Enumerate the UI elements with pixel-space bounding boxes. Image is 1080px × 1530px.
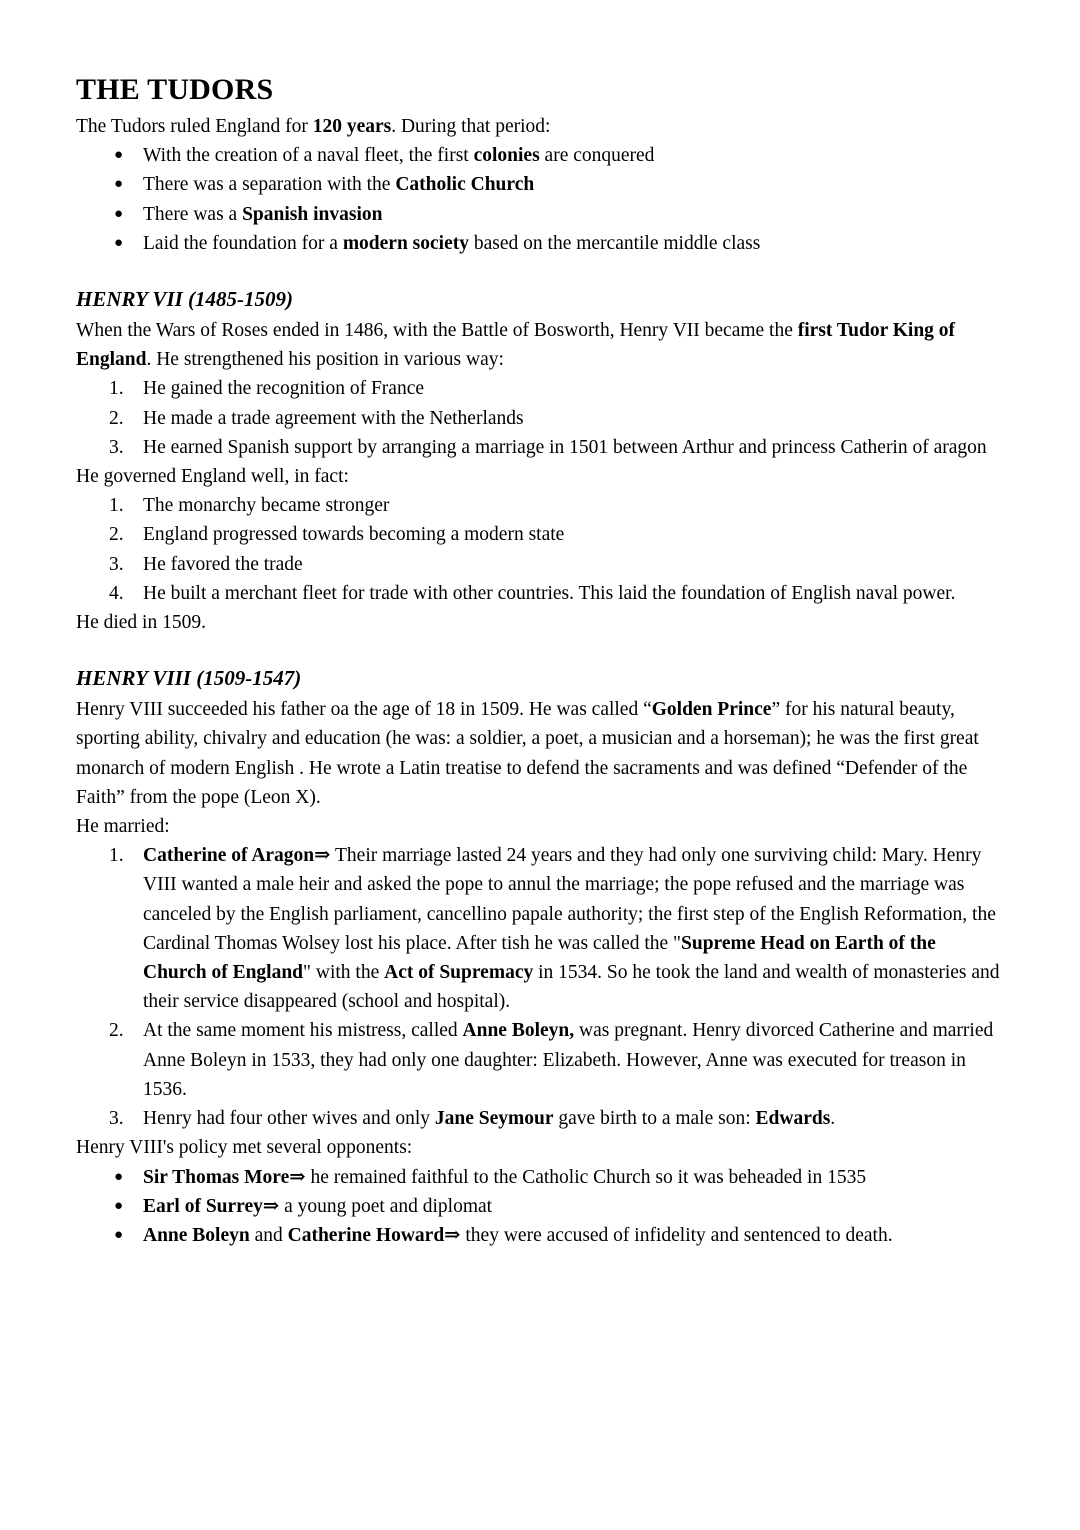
list-item-text: He gained the recognition of France bbox=[143, 378, 425, 400]
opponents-lead-text: Henry VIII's policy met several opponents: bbox=[76, 1137, 413, 1159]
henry-viii-intro-paragraph bbox=[76, 695, 1004, 812]
list-number: 1. bbox=[109, 378, 124, 400]
bullet-icon: ● bbox=[114, 1168, 124, 1185]
bullet-icon: ● bbox=[114, 1197, 124, 1214]
intro-lead-before: The Tudors ruled England for bbox=[76, 116, 313, 137]
list-number: 3. bbox=[109, 553, 124, 575]
henry-viii-marriage-list bbox=[76, 841, 1004, 1133]
list-item bbox=[76, 170, 1004, 199]
list-item-text: He made a trade agreement with the Netherlands bbox=[143, 407, 524, 429]
bullet-text-bold: colonies bbox=[473, 145, 540, 167]
list-item-text: He built a merchant fleet for trade with other countries. This laid the foundation of English naval power. bbox=[143, 582, 956, 604]
marriage-bold-1: Supreme Head on Earth of the Church of England bbox=[143, 932, 936, 984]
marriage-text-2: " with the bbox=[303, 962, 385, 984]
list-item bbox=[76, 229, 1004, 258]
list-item bbox=[76, 200, 1004, 229]
list-item bbox=[76, 1016, 1004, 1104]
opponent-text: they were accused of infidelity and sentenced to death. bbox=[460, 1224, 893, 1246]
list-item bbox=[76, 1192, 1004, 1221]
bullet-icon: ● bbox=[114, 205, 124, 222]
list-item bbox=[76, 1221, 1004, 1250]
bullet-icon: ● bbox=[114, 147, 124, 164]
marriage-bold-lead: Catherine of Aragon bbox=[143, 845, 315, 867]
list-number: 2. bbox=[109, 407, 124, 429]
list-item bbox=[76, 1163, 1004, 1192]
bullet-text-before: There was a bbox=[143, 203, 243, 225]
henry-vii-intro-before: When the Wars of Roses ended in 1486, with the Battle of Bosworth, Henry VII became the bbox=[76, 320, 798, 342]
list-item bbox=[76, 374, 1004, 403]
marriage-text-2: was pregnant. Henry divorced Catherine and married Anne Boleyn in 1533, they had only one daughter: Elizabeth. However, Anne was executed for treason in 1536. bbox=[143, 1020, 994, 1100]
intro-bullet-list bbox=[76, 141, 1004, 258]
list-item-text: England progressed towards becoming a modern state bbox=[143, 524, 565, 546]
marriage-text-2: gave birth to a male son: bbox=[553, 1108, 756, 1130]
bullet-text-after: based on the mercantile middle class bbox=[469, 232, 761, 254]
list-item bbox=[76, 550, 1004, 579]
double-arrow-icon: ⇒ bbox=[314, 845, 331, 867]
bullet-text-bold: Catholic Church bbox=[395, 174, 535, 196]
bullet-text-before: With the creation of a naval fleet, the first bbox=[143, 145, 474, 167]
list-item bbox=[76, 1104, 1004, 1133]
marriage-text-3: . bbox=[830, 1108, 836, 1130]
list-number: 4. bbox=[109, 582, 124, 604]
bullet-text-before: There was a separation with the bbox=[143, 174, 396, 196]
bullet-text-bold: modern society bbox=[342, 232, 469, 254]
opponent-name-2: Catherine Howard bbox=[287, 1224, 445, 1246]
henry-vii-strength-list bbox=[76, 374, 1004, 462]
marriage-bold-1: Anne Boleyn, bbox=[462, 1020, 575, 1042]
list-item bbox=[76, 404, 1004, 433]
henry-vii-intro-bold: first Tudor King of England bbox=[76, 320, 956, 371]
opponent-mid: and bbox=[249, 1224, 288, 1246]
marriage-text-1: Henry had four other wives and only bbox=[143, 1108, 435, 1130]
marriage-text-1: Their marriage lasted 24 years and they had only one surviving child: Mary. Henry VIII wanted a male heir and asked the pope to annul the marriage; the pope refused and the marriage was canceled by the English parliament, cancellino papale authority; the first step of the English Reformation, the Cardinal Thomas Wolsey lost his place. After tish he was called the " bbox=[143, 845, 996, 954]
married-lead-text: He married: bbox=[76, 816, 170, 838]
list-item bbox=[76, 141, 1004, 170]
marriage-bold-2: Act of Supremacy bbox=[384, 962, 534, 984]
henry-vii-closing: He died in 1509. bbox=[76, 612, 206, 634]
opponent-text: he remained faithful to the Catholic Church so it was beheaded in 1535 bbox=[305, 1166, 867, 1188]
henry-vii-intro-paragraph bbox=[76, 316, 1004, 374]
list-number: 3. bbox=[109, 1108, 124, 1130]
bullet-icon: ● bbox=[114, 1226, 124, 1243]
list-item bbox=[76, 841, 1004, 1016]
bullet-text-after: are conquered bbox=[539, 145, 655, 167]
list-number: 2. bbox=[109, 1020, 124, 1042]
intro-lead-after: . During that period: bbox=[391, 116, 551, 137]
list-item bbox=[76, 491, 1004, 520]
opponent-name: Sir Thomas More bbox=[143, 1166, 290, 1188]
list-number: 3. bbox=[109, 436, 124, 458]
henry-viii-opponents-list bbox=[76, 1163, 1004, 1251]
marriage-bold-2: Edwards bbox=[755, 1108, 831, 1130]
double-arrow-icon: ⇒ bbox=[289, 1166, 306, 1188]
marriage-text-1: At the same moment his mistress, called bbox=[143, 1020, 463, 1042]
bullet-icon: ● bbox=[114, 176, 124, 193]
marriage-text-3: in 1534. So he took the land and wealth of monasteries and their service disappeared (school and hospital). bbox=[143, 962, 1000, 1013]
list-item-text: He favored the trade bbox=[143, 553, 303, 575]
double-arrow-icon: ⇒ bbox=[444, 1224, 461, 1246]
opponent-name: Anne Boleyn bbox=[143, 1224, 250, 1246]
henry-viii-intro-part2: ” for his natural beauty, sporting ability, chivalry and education (he was: a soldier, a poet, a musician and a horseman); he was the first great monarch of modern English . He wrote a Latin treatise to defend the sacraments and was defined “Defender of the Faith” from the pope (Leon X). bbox=[76, 699, 979, 808]
bullet-icon: ● bbox=[114, 234, 124, 251]
marriage-bold-1: Jane Seymour bbox=[434, 1108, 554, 1130]
opponent-text: a young poet and diplomat bbox=[279, 1195, 493, 1217]
henry-viii-intro-part1: Henry VIII succeeded his father oa the age of 18 in 1509. He was called “ bbox=[76, 699, 652, 721]
intro-lead-bold: 120 years bbox=[312, 116, 392, 137]
section-heading-henry-viii: HENRY VIII (1509-1547) bbox=[76, 666, 302, 691]
list-number: 1. bbox=[109, 495, 124, 517]
list-item-text: He earned Spanish support by arranging a marriage in 1501 between Arthur and princess Catherin of aragon bbox=[143, 436, 987, 458]
henry-vii-governance-list bbox=[76, 491, 1004, 608]
list-item bbox=[76, 433, 1004, 462]
henry-viii-intro-bold: Golden Prince bbox=[651, 699, 772, 721]
list-item bbox=[76, 579, 1004, 608]
list-number: 1. bbox=[109, 845, 124, 867]
henry-vii-intro-after: . He strengthened his position in various way: bbox=[146, 349, 504, 371]
page-title: THE TUDORS bbox=[76, 73, 274, 106]
bullet-text-bold: Spanish invasion bbox=[242, 203, 383, 225]
bullet-text-before: Laid the foundation for a bbox=[143, 232, 343, 254]
double-arrow-icon: ⇒ bbox=[262, 1195, 280, 1217]
list-number: 2. bbox=[109, 524, 124, 546]
intro-lead-paragraph bbox=[76, 112, 1004, 141]
list-item-text: The monarchy became stronger bbox=[143, 495, 390, 517]
opponent-name: Earl of Surrey bbox=[143, 1195, 263, 1217]
section-heading-henry-vii: HENRY VII (1485-1509) bbox=[76, 287, 294, 312]
list-item bbox=[76, 520, 1004, 549]
henry-vii-mid-text: He governed England well, in fact: bbox=[76, 466, 349, 488]
